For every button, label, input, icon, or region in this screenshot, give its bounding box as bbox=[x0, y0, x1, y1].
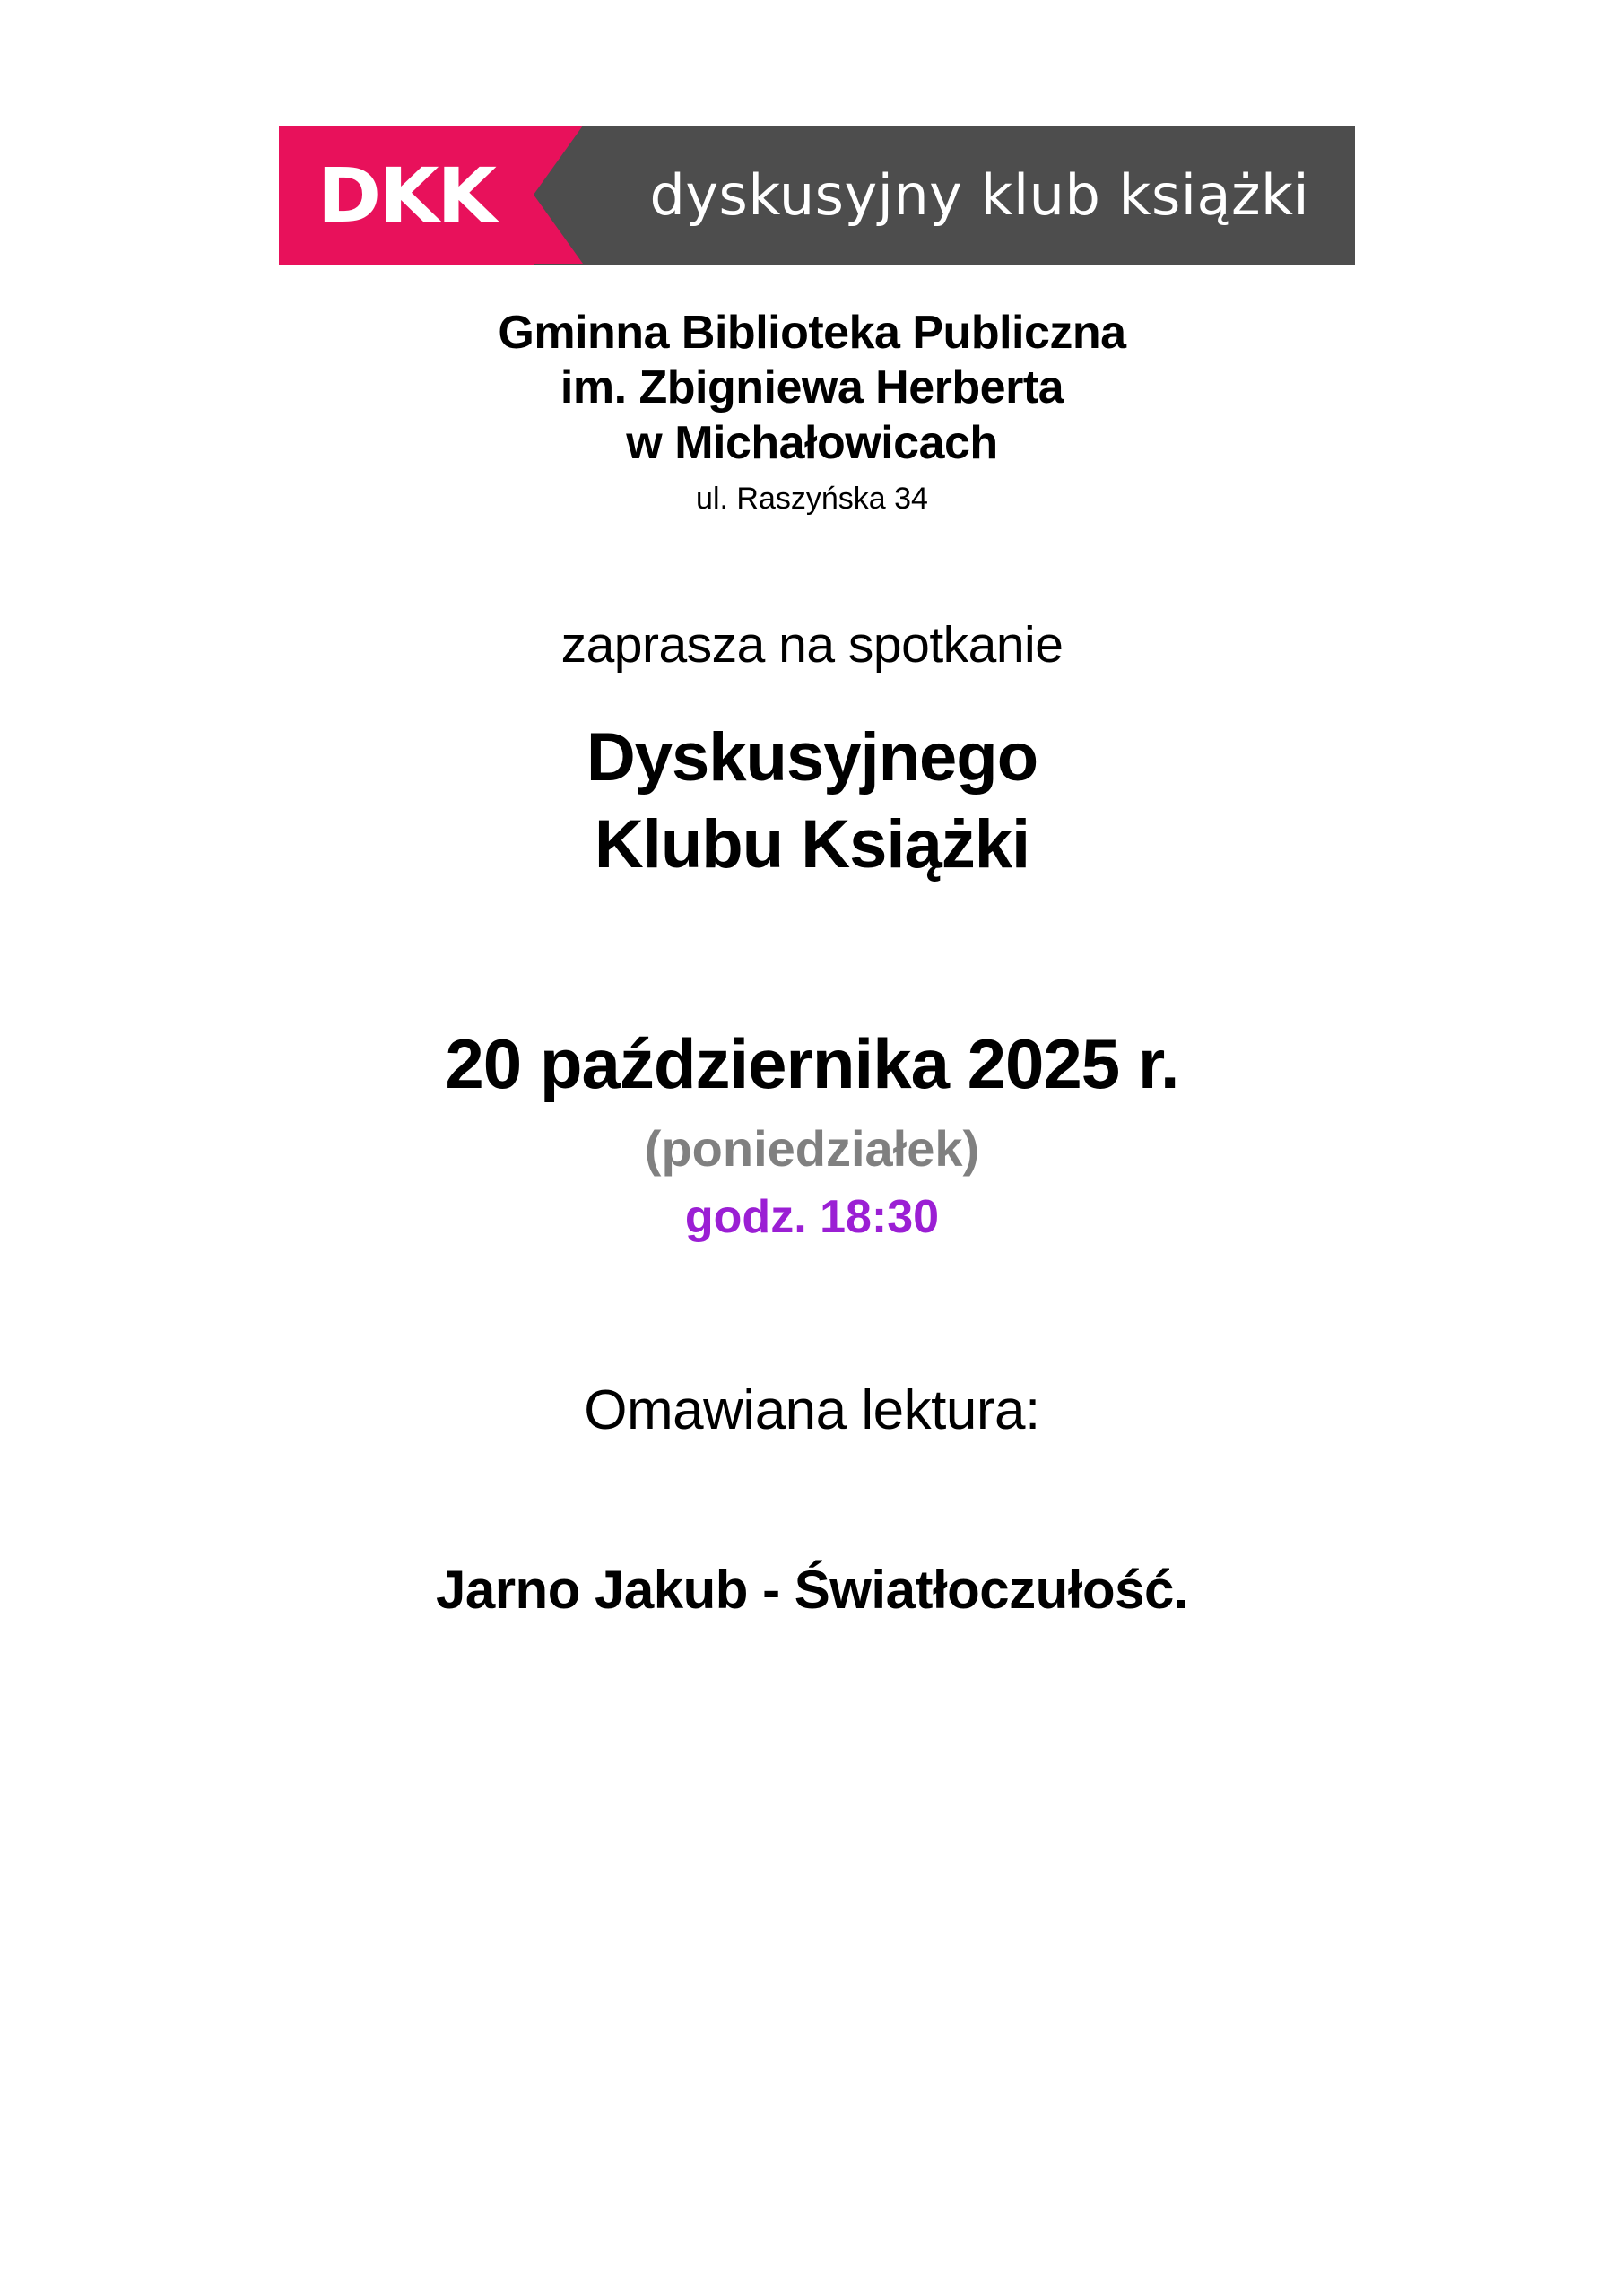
library-name-line-1: Gminna Biblioteka Publiczna bbox=[498, 307, 1126, 359]
event-time: godz. 18:30 bbox=[684, 1190, 940, 1243]
dkk-logo-mark bbox=[279, 126, 534, 265]
library-name-line-3: w Michałowicach bbox=[626, 416, 998, 469]
event-weekday: (poniedziałek) bbox=[644, 1119, 980, 1177]
dkk-logo-banner bbox=[279, 126, 1355, 265]
event-date: 20 października 2025 r. bbox=[445, 1023, 1179, 1103]
club-name bbox=[586, 714, 1038, 889]
invitation-text: zaprasza na spotkanie bbox=[560, 616, 1064, 674]
club-name-line-1: Dyskusyjnego bbox=[586, 719, 1038, 796]
library-address: ul. Raszyńska 34 bbox=[696, 482, 928, 517]
dkk-logo-mark-text: DKK bbox=[317, 151, 495, 239]
reading-title: Jarno Jakub - Światłoczułość. bbox=[435, 1559, 1189, 1620]
library-name bbox=[498, 306, 1125, 471]
reading-label: Omawiana lektura: bbox=[584, 1378, 1040, 1441]
dkk-logo-wedge-icon bbox=[534, 126, 583, 264]
library-name-line-2: im. Zbigniewa Herberta bbox=[560, 361, 1064, 414]
dkk-logo-wordmark bbox=[534, 126, 1355, 265]
dkk-logo-wordmark-text: dyskusyjny klub książki bbox=[649, 162, 1310, 228]
club-name-line-2: Klubu Książki bbox=[594, 806, 1030, 883]
